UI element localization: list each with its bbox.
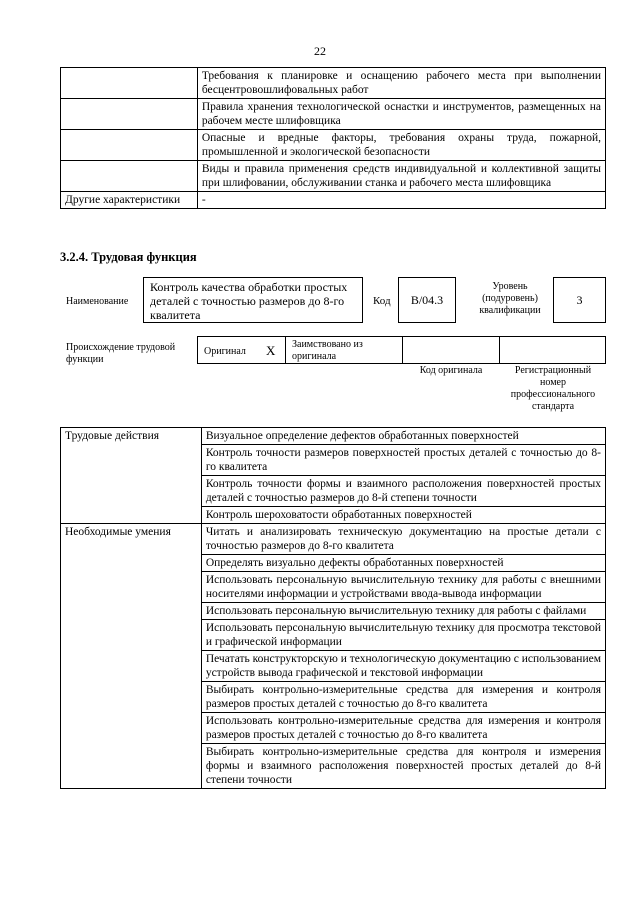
other-characteristics-value: - — [197, 192, 605, 209]
table-cell: Виды и правила применения средств индивидуальной и коллективной защиты при шлифовании, обслуживании станка и рабочего места шлифовщика — [197, 161, 605, 192]
other-characteristics-label: Другие характеристики — [61, 192, 198, 209]
table-cell: Контроль шероховатости обработанных поверхностей — [201, 507, 605, 524]
origin-label: Происхождение трудовой функции — [66, 342, 176, 365]
table-cell: Контроль точности формы и взаимного расположения поверхностей простых деталей с точностью размеров до 8-й степени точности — [201, 476, 605, 507]
table-row — [61, 192, 606, 209]
code-label: Код — [373, 295, 391, 307]
table-row — [61, 68, 606, 99]
table-cell: Выбирать контрольно-измерительные средства для измерения и контроля размеров простых деталей с точностью до 8-го квалитета — [201, 682, 605, 713]
table-cell: Использовать персональную вычислительную технику для просмотра текстовой и графической информации — [201, 620, 605, 651]
empty-label-cell — [61, 99, 198, 130]
section-title: 3.2.4. Трудовая функция — [60, 250, 197, 264]
table-cell: Контроль точности размеров поверхностей простых деталей с точностью до 8-го квалитета — [201, 445, 605, 476]
table-cell: Требования к планировке и оснащению рабочего места при выполнении бесцентровошлифовальных работ — [197, 68, 605, 99]
table-cell: Правила хранения технологической оснастки и инструментов, размещенных на рабочем месте шлифовщика — [197, 99, 605, 130]
table-cell: Использовать персональную вычислительную технику для работы с внешними носителями информации и устройствами ввода-вывода информации — [201, 572, 605, 603]
table-row — [61, 130, 606, 161]
code-box: B/04.3 — [398, 277, 456, 323]
table-cell: Определять визуально дефекты обработанных поверхностей — [201, 555, 605, 572]
table-cell: Читать и анализировать техническую документацию на простые детали с точностью размеров до 8-го квалитета — [201, 524, 605, 555]
table-cell: Использовать контрольно-измерительные средства для измерения и контроля размеров простых деталей с точностью до 8-го квалитета — [201, 713, 605, 744]
knowledge-table — [60, 67, 606, 209]
table-row — [61, 428, 606, 445]
required-skills-label: Необходимые умения — [61, 524, 202, 789]
labor-actions-label: Трудовые действия — [61, 428, 202, 524]
table-row — [61, 99, 606, 130]
page-number: 22 — [314, 44, 326, 58]
level-label: Уровень (подуровень) квалификации — [479, 281, 541, 316]
original-mark: X — [266, 343, 276, 358]
table-row — [61, 161, 606, 192]
table-row — [61, 524, 606, 555]
function-name-box: Контроль качества обработки простых деталей с точностью размеров до 8-го квалитета — [143, 277, 363, 323]
borrowed-label: Заимствовано из оригинала — [292, 339, 363, 362]
registration-number-box — [499, 336, 606, 364]
borrowed-box — [285, 336, 403, 364]
table-cell: Печатать конструкторскую и технологическую документацию с использованием устройств вывода графической и текстовой информации — [201, 651, 605, 682]
table-cell: Визуальное определение дефектов обработанных поверхностей — [201, 428, 605, 445]
empty-label-cell — [61, 68, 198, 99]
labor-functions-table — [60, 427, 606, 789]
empty-label-cell — [61, 130, 198, 161]
table-cell: Использовать персональную вычислительную технику для работы с файлами — [201, 603, 605, 620]
original-label: Оригинал — [204, 346, 246, 357]
original-code-box — [402, 336, 500, 364]
empty-label-cell — [61, 161, 198, 192]
table-cell: Выбирать контрольно-измерительные средства для контроля и измерения формы и взаимного расположения поверхностей простых деталей до 8-й степени точности — [201, 744, 605, 789]
registration-number-caption: Регистрационный номер профессионального стандарта — [510, 365, 596, 412]
table-cell: Опасные и вредные факторы, требования охраны труда, пожарной, промышленной и экологической безопасности — [197, 130, 605, 161]
original-code-caption: Код оригинала — [419, 365, 483, 376]
name-label: Наименование — [66, 296, 129, 307]
original-box — [197, 336, 286, 364]
level-box: 3 — [553, 277, 606, 323]
